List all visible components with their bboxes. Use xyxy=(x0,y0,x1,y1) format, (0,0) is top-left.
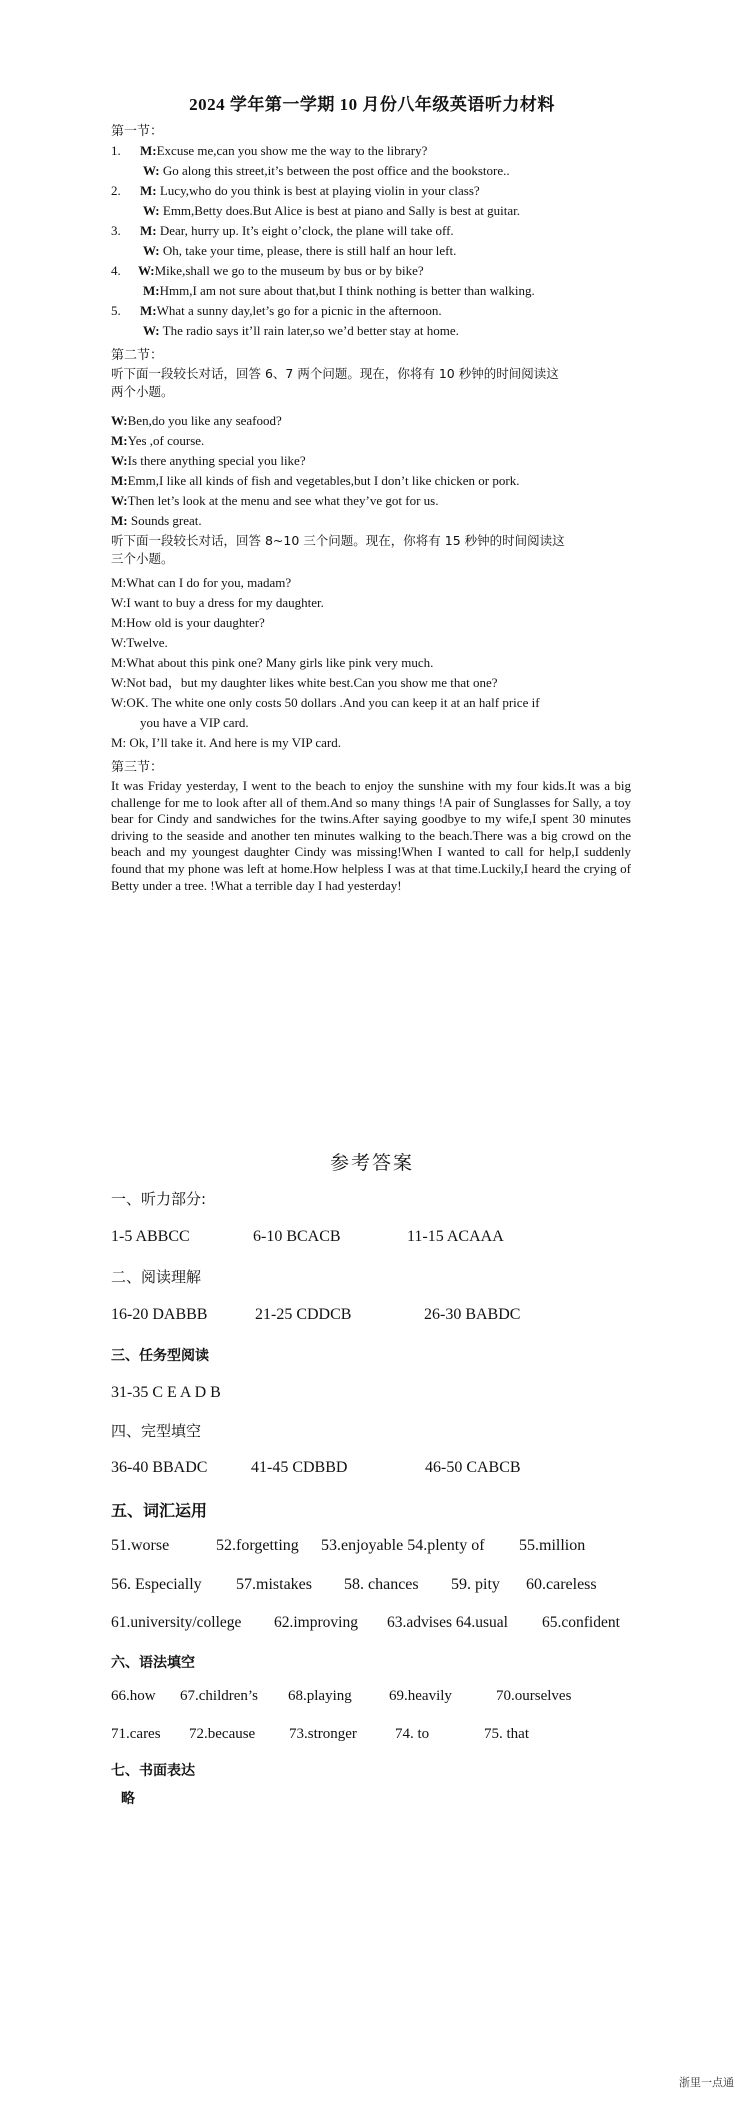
answer-item: 55.million xyxy=(519,1537,586,1554)
answer-item: 62.improving xyxy=(274,1614,358,1631)
section3-label: 第三节： xyxy=(111,760,164,775)
answer-item: 68.playing xyxy=(288,1688,352,1704)
speaker: M: xyxy=(111,513,128,528)
speaker: M: xyxy=(111,473,128,488)
answers-s1-title: 一、听力部分: xyxy=(111,1190,207,1208)
item-number: 4. xyxy=(111,263,121,278)
answer-item: 59. pity xyxy=(451,1576,500,1593)
answer-item: 56. Especially xyxy=(111,1576,202,1593)
dialog-line: W:Twelve. xyxy=(111,635,168,650)
dialog-line: Sounds great. xyxy=(127,513,202,528)
item-number: 3. xyxy=(111,223,121,238)
answer-item: 73.stronger xyxy=(289,1726,357,1742)
answer-item: 60.careless xyxy=(526,1576,597,1593)
dialog-line: M: Ok, I’ll take it. And here is my VIP card. xyxy=(111,735,341,750)
item-number: 5. xyxy=(111,303,121,318)
speaker: W: xyxy=(143,163,160,178)
answer-item: 72.because xyxy=(189,1726,256,1742)
answer-group: 31-35 C E A D B xyxy=(111,1384,221,1401)
answer-item: 74. to xyxy=(395,1726,430,1742)
speaker: M: xyxy=(140,303,157,318)
answer-item: 70.ourselves xyxy=(496,1688,572,1704)
answer-text: Emm,Betty does.But Alice is best at piano and Sally is best at guitar. xyxy=(159,203,520,218)
answer-item: 52.forgetting xyxy=(216,1537,299,1554)
speaker: W: xyxy=(111,413,128,428)
answer-key-title: 参考答案 xyxy=(329,1152,414,1174)
answer-text: Hmm,I am not sure about that,but I think nothing is better than walking. xyxy=(159,283,535,298)
dialog-line: Emm,I like all kinds of fish and vegetables,but I don’t like chicken or pork. xyxy=(127,473,520,488)
speaker: W: xyxy=(143,243,160,258)
answers-s4-title: 四、完型填空 xyxy=(111,1422,202,1440)
answer-text: The radio says it’ll rain later,so we’d better stay at home. xyxy=(159,323,459,338)
dialog-line: Ben,do you like any seafood? xyxy=(127,413,282,428)
dialog-line: Yes ,of course. xyxy=(127,433,205,448)
speaker: M: xyxy=(111,433,128,448)
question-text: Excuse me,can you show me the way to the library? xyxy=(156,143,428,158)
speaker: M: xyxy=(140,143,157,158)
answer-group: 46-50 CABCB xyxy=(425,1459,521,1476)
item-number: 2. xyxy=(111,183,121,198)
question-text: Dear, hurry up. It’s eight o’clock, the plane will take off. xyxy=(156,223,454,238)
answer-group: 1-5 ABBCC xyxy=(111,1228,190,1245)
section2-intro1: 听下面一段较长对话，回答 6、7 两个问题。现在，你将有 10 秒钟的时间阅读这 xyxy=(111,366,559,381)
question-text: Lucy,who do you think is best at playing violin in your class? xyxy=(156,183,480,198)
answers-s5-title: 五、词汇运用 xyxy=(111,1501,208,1520)
section1-label: 第一节： xyxy=(111,124,164,139)
answer-item: 53.enjoyable 54.plenty of xyxy=(321,1537,485,1554)
answer-item: 61.university/college xyxy=(111,1614,242,1631)
speaker: W: xyxy=(143,323,160,338)
answer-item: 75. that xyxy=(484,1726,529,1742)
section2-label: 第二节： xyxy=(111,348,164,363)
section2-intro1-cont: 两个小题。 xyxy=(111,384,174,399)
answer-item: 65.confident xyxy=(542,1614,620,1631)
answer-group: 36-40 BBADC xyxy=(111,1459,208,1476)
dialog-line: W:Not bad，but my daughter likes white best.Can you show me that one? xyxy=(111,675,498,690)
answer-text: Oh, take your time, please, there is still half an hour left. xyxy=(159,243,457,258)
answer-item: 69.heavily xyxy=(389,1688,452,1704)
answer-group: 16-20 DABBB xyxy=(111,1306,208,1323)
answer-item: 57.mistakes xyxy=(236,1576,312,1593)
section2-intro2-cont: 三个小题。 xyxy=(111,551,174,566)
answer-item: 58. chances xyxy=(344,1576,419,1593)
footer-watermark: 浙里一点通 xyxy=(679,2076,734,2089)
answer-group: 26-30 BABDC xyxy=(424,1306,521,1323)
dialog-line: Then let’s look at the menu and see what they’ve got for us. xyxy=(127,493,439,508)
document-title: 2024 学年第一学期 10 月份八年级英语听力材料 xyxy=(189,95,555,114)
question-text: What a sunny day,let’s go for a picnic in the afternoon. xyxy=(156,303,442,318)
dialog-line: you have a VIP card. xyxy=(140,715,249,730)
answer-item: 63.advises 64.usual xyxy=(387,1614,508,1631)
dialog-line: W:I want to buy a dress for my daughter. xyxy=(111,595,324,610)
answers-s2-title: 二、阅读理解 xyxy=(111,1268,202,1286)
answers-s7-title: 七、书面表达 xyxy=(111,1763,195,1779)
speaker: W: xyxy=(111,453,128,468)
answer-group: 21-25 CDDCB xyxy=(255,1306,352,1323)
answer-group: 6-10 BCACB xyxy=(253,1228,341,1245)
question-text: Mike,shall we go to the museum by bus or by bike? xyxy=(154,263,424,278)
speaker: W: xyxy=(138,263,155,278)
section3-passage: It was Friday yesterday, I went to the beach to enjoy the sunshine with my four kids.It was a big challenge for me to look after all of them.And so many things !A pair of Sunglasses for Sally, a toy bear for Cindy and sandwiches for the twins.After saying goodbye to my wife,I spent 30 minutes driving to the seaside and another ten minutes walking to the beach.There was a big crowd on the beach and my youngest daughter Cindy was missing!When I wanted to call for help,I suddenly found that my phone was left at home.How helpless I was at that time.Luckily,I heard the crying of Betty under a tree. !What a terrible day I had yesterday! xyxy=(111,778,631,893)
answer-item: 67.children’s xyxy=(180,1688,258,1704)
answers-s3-title: 三、任务型阅读 xyxy=(111,1348,209,1364)
answer-text: Go along this street,it’s between the post office and the bookstore.. xyxy=(159,163,510,178)
section2-intro2: 听下面一段较长对话，回答 8~10 三个问题。现在，你将有 15 秒钟的时间阅读这 xyxy=(111,533,565,548)
answers-s7-text: 略 xyxy=(121,1791,135,1807)
dialog-line: M:How old is your daughter? xyxy=(111,615,265,630)
dialog-line: W:OK. The white one only costs 50 dollars .And you can keep it at an half price if xyxy=(111,695,540,710)
dialog-line: Is there anything special you like? xyxy=(127,453,306,468)
dialog-line: M:What can I do for you, madam? xyxy=(111,575,292,590)
speaker: M: xyxy=(140,223,157,238)
answer-item: 51.worse xyxy=(111,1537,170,1554)
speaker: W: xyxy=(143,203,160,218)
dialog-line: M:What about this pink one? Many girls like pink very much. xyxy=(111,655,434,670)
speaker: M: xyxy=(143,283,160,298)
answer-group: 41-45 CDBBD xyxy=(251,1459,348,1476)
answer-item: 71.cares xyxy=(111,1726,161,1742)
answers-s6-title: 六、语法填空 xyxy=(111,1655,195,1671)
item-number: 1. xyxy=(111,143,121,158)
answer-item: 66.how xyxy=(111,1688,156,1704)
speaker: M: xyxy=(140,183,157,198)
speaker: W: xyxy=(111,493,128,508)
answer-group: 11-15 ACAAA xyxy=(407,1228,504,1245)
